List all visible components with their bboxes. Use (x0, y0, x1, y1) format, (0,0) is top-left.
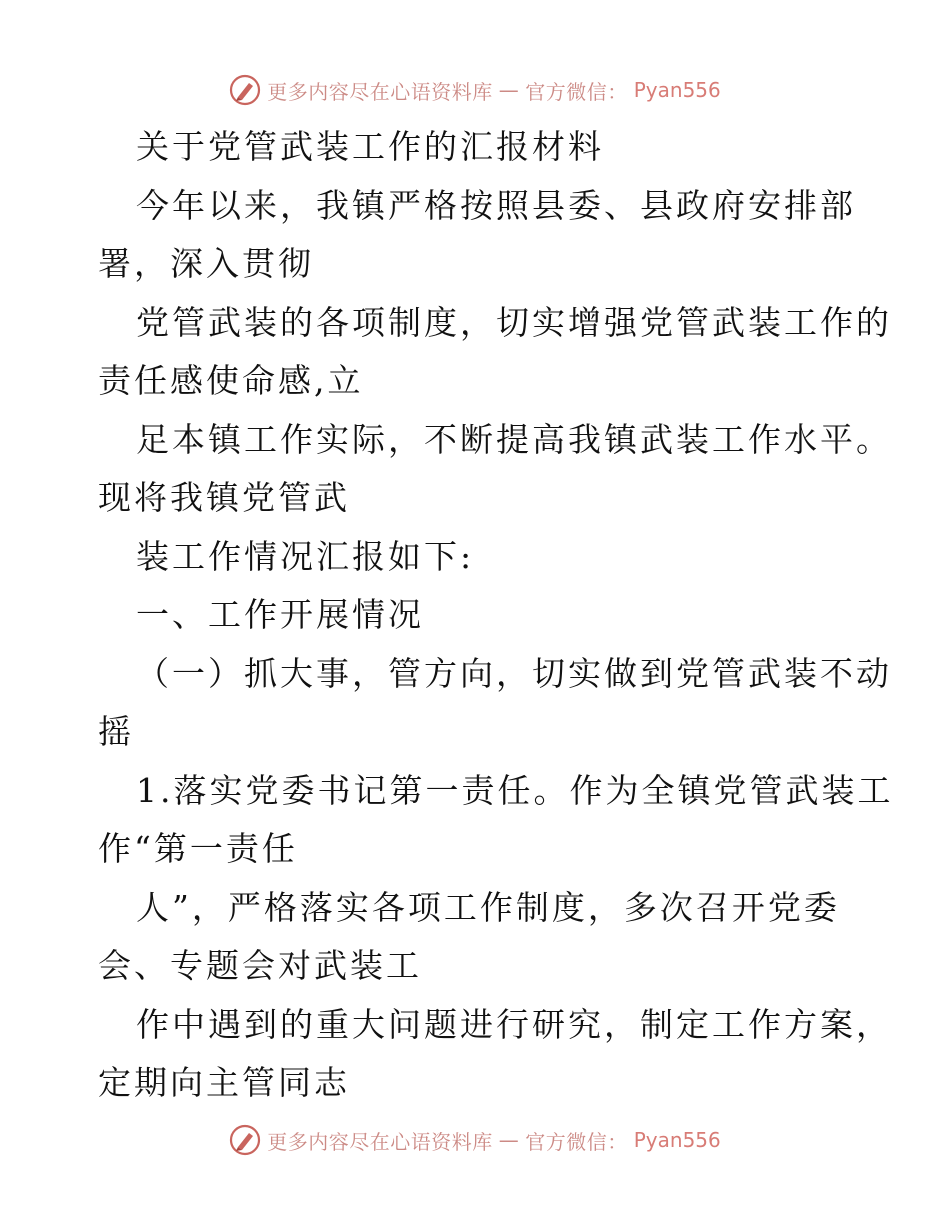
watermark-dash: — (498, 1128, 520, 1152)
watermark-wechat-id: Pyan556 (633, 1128, 721, 1152)
document-body (98, 118, 894, 1113)
paragraph-line: 装工作情况汇报如下: (136, 536, 475, 576)
paragraph-line: 作中遇到的重大问题进行研究，制定工作方案， (136, 1004, 892, 1044)
paragraph-line: 党管武装的各项制度，切实增强党管武装工作的 (136, 302, 892, 342)
paragraph-line: 署，深入贯彻 (98, 244, 314, 283)
paragraph-line: 摇 (98, 712, 134, 751)
paragraph-line: 责任感使命感,立 (98, 361, 364, 400)
watermark-wechat-id: Pyan556 (633, 78, 721, 102)
paragraph-line: 现将我镇党管武 (98, 478, 350, 517)
paragraph-line: 今年以来，我镇严格按照县委、县政府安排部 (136, 185, 856, 225)
watermark-wechat-label: 官方微信： (525, 1129, 628, 1154)
watermark-wechat-label: 官方微信： (525, 79, 628, 104)
header-watermark (0, 70, 950, 110)
pen-logo-icon (229, 1124, 261, 1156)
paragraph-line: 足本镇工作实际，不断提高我镇武装工作水平。 (136, 419, 892, 459)
document-title: 关于党管武装工作的汇报材料 (136, 127, 604, 166)
paragraph-line: 人”，严格落实各项工作制度，多次召开党委 (136, 887, 840, 927)
watermark-site-text: 更多内容尽在心语资料库 (267, 1129, 493, 1154)
watermark-dash: — (498, 78, 520, 102)
section-heading: 一、工作开展情况 (136, 595, 424, 634)
pen-logo-icon (229, 74, 261, 106)
paragraph-line: 定期向主管同志 (98, 1063, 350, 1102)
watermark-site-text: 更多内容尽在心语资料库 (267, 79, 493, 104)
paragraph-line: 1.落实党委书记第一责任。作为全镇党管武装工 (136, 770, 894, 810)
subsection-heading: （一）抓大事，管方向，切实做到党管武装不动 (136, 653, 892, 693)
footer-watermark (0, 1120, 950, 1160)
paragraph-line: 作“第一责任 (98, 829, 298, 868)
paragraph-line: 会、专题会对武装工 (98, 946, 422, 985)
